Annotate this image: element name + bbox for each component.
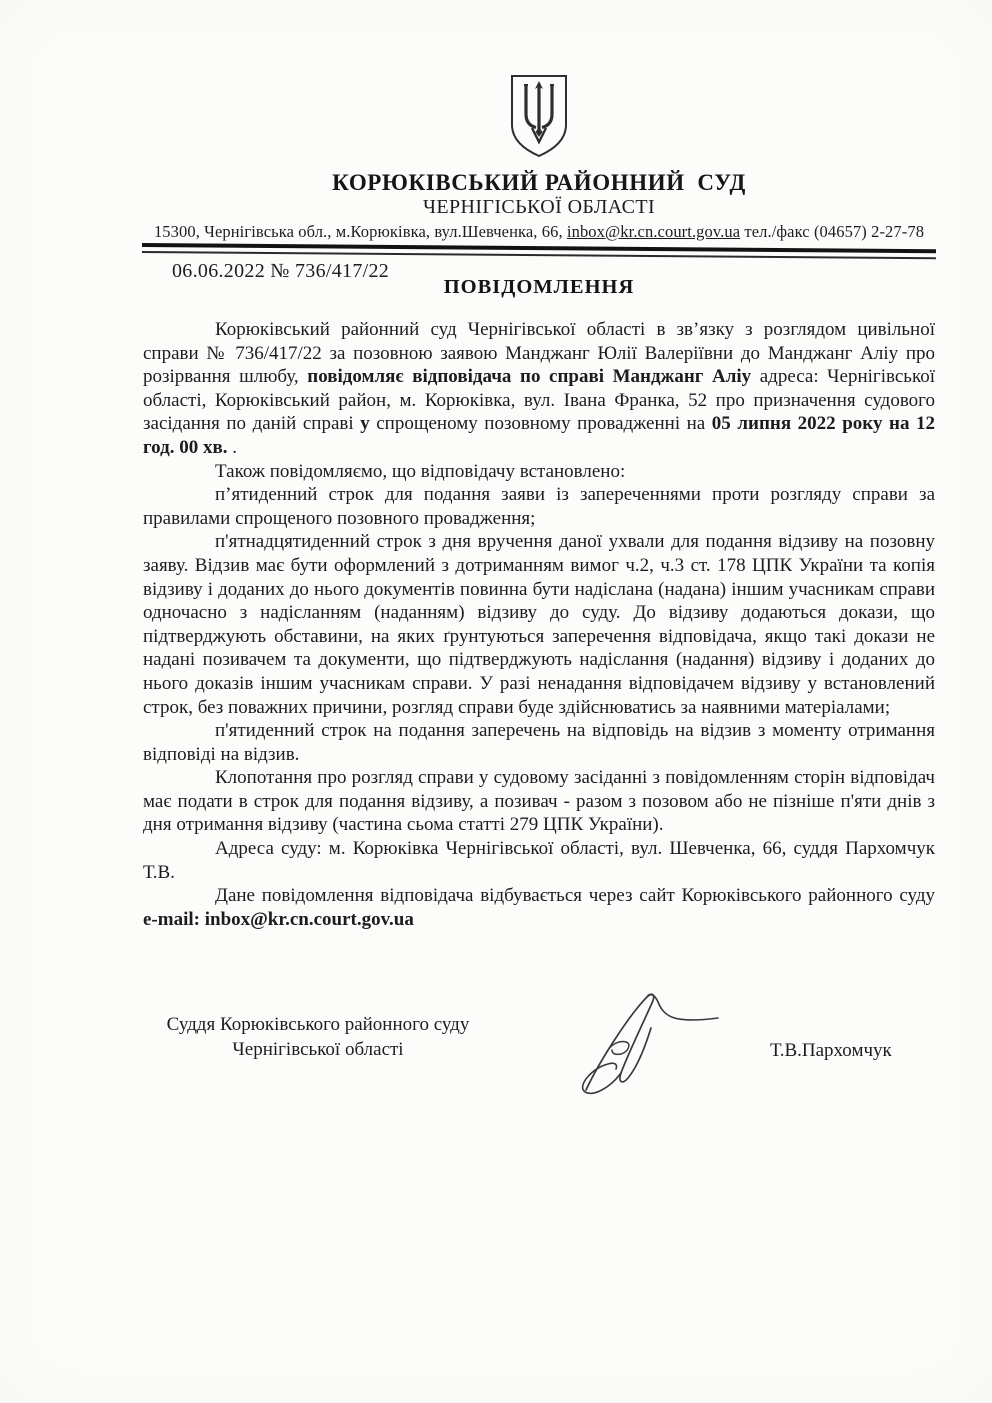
phone-fax-text: тел./факс (04657) 2-27-78 <box>740 222 925 241</box>
court-region: ЧЕРНІГІСЬКОЇ ОБЛАСТІ <box>422 196 656 218</box>
document-paragraph <box>143 766 935 837</box>
document-paragraph <box>143 884 935 931</box>
text-run: . <box>227 436 237 458</box>
document-paragraph <box>143 483 935 530</box>
court-email: inbox@kr.cn.court.gov.ua <box>566 222 741 241</box>
text-run: п'ятиденний строк на подання заперечень на відповідь на відзив з моменту отримання відповіді на відзив. <box>143 720 935 765</box>
document-paragraph <box>143 530 935 719</box>
letterhead-divider-rule <box>142 243 936 259</box>
letterhead <box>142 0 936 283</box>
text-run: e-mail: inbox@kr.cn.court.gov.ua <box>143 908 414 930</box>
signer-role-line1: Суддя Корюківського районного суду <box>166 1014 470 1035</box>
text-run: п’ятиденний строк для подання заяви із запереченнями проти розгляду справи за правилами спрощеного позовного провадження; <box>143 484 935 529</box>
ukraine-trident-emblem-icon <box>503 72 575 160</box>
court-address-line <box>142 222 936 242</box>
signer-role-block <box>150 1012 486 1062</box>
date-and-case-number: 06.06.2022 № 736/417/22 <box>172 260 390 282</box>
signer-role-line2: Чернігівської області <box>232 1039 404 1060</box>
document-paragraph <box>143 719 935 766</box>
text-run: Також повідомляємо, що відповідачу встановлено: <box>215 460 626 482</box>
text-run: Клопотання про розгляд справи у судовому засіданні з повідомленням сторін відповідач має подати в строк для подання відзиву, а позивач - разом з позовом або не пізніше п'яти днів з дня отримання відзиву (частина сьома статті 279 ЦПК України). <box>143 767 935 836</box>
text-run: 05 липня 2022 року на 12 год. 00 хв. <box>143 413 935 458</box>
document-body <box>143 318 935 931</box>
handwritten-signature <box>548 972 738 1102</box>
document-title: ПОВІДОМЛЕННЯ <box>443 276 635 298</box>
document-paragraph <box>143 460 935 484</box>
text-run: п'ятнадцятиденний строк з дня вручення даної ухвали для подання відзиву на позовну заяву. Відзив має бути оформлений з дотриманням вимог ч.2, ч.3 ст. 178 ЦПК України та копія відзиву і доданих до нього документів повинна бути надіслана (надана) іншим учасникам справи одночасно з надісланням (наданням) відзиву до суду. До відзиву додаються докази, що підтверджують обставини, на яких ґрунтуються заперечення відповідача, якщо такі докази не надані позивачем та документи, що підтверджують надіслання (надання) відзиву і доданих до нього доказів іншим учасникам справи. У разі ненадання відповідачем відзиву у встановлений строк, без поважних причини, розгляд справи буде здійснюватись за наявними матеріалами; <box>143 531 935 718</box>
text-run: у <box>360 413 370 435</box>
text-run: адреса: Чернігівської області, Корюківський район, м. Корюківка, вул. Івана Франка, 52 про призначення судового засідання по даній справі <box>143 366 935 435</box>
signer-name: Т.В.Пархомчук <box>770 1040 892 1061</box>
text-run: спрощеному позовному провадженні на <box>369 413 712 435</box>
document-paragraph <box>143 318 935 460</box>
text-run: Адреса суду: м. Корюківка Чернігівської області, вул. Шевченка, 66, суддя Пархомчук Т.В. <box>143 838 935 883</box>
court-name: КОРЮКІВСЬКИЙ РАЙОННИЙ СУД <box>332 170 746 195</box>
text-run: Корюківський районний суд Чернігівської області в зв’язку з розглядом цивільної справи № 736/417/22 за позовною заявою Манджанг Юлії Валеріївни до Манджанг Аліу про розірвання шлюбу, <box>143 319 935 388</box>
address-text: 15300, Чернігівська обл., м.Корюківка, вул.Шевченка, 66, <box>153 222 567 241</box>
document-paragraph <box>143 837 935 884</box>
text-run: повідомляє відповідача по справі Манджанг Аліу <box>307 366 752 388</box>
text-run: Дане повідомлення відповідача відбувається через сайт Корюківського районного суду <box>215 885 935 907</box>
